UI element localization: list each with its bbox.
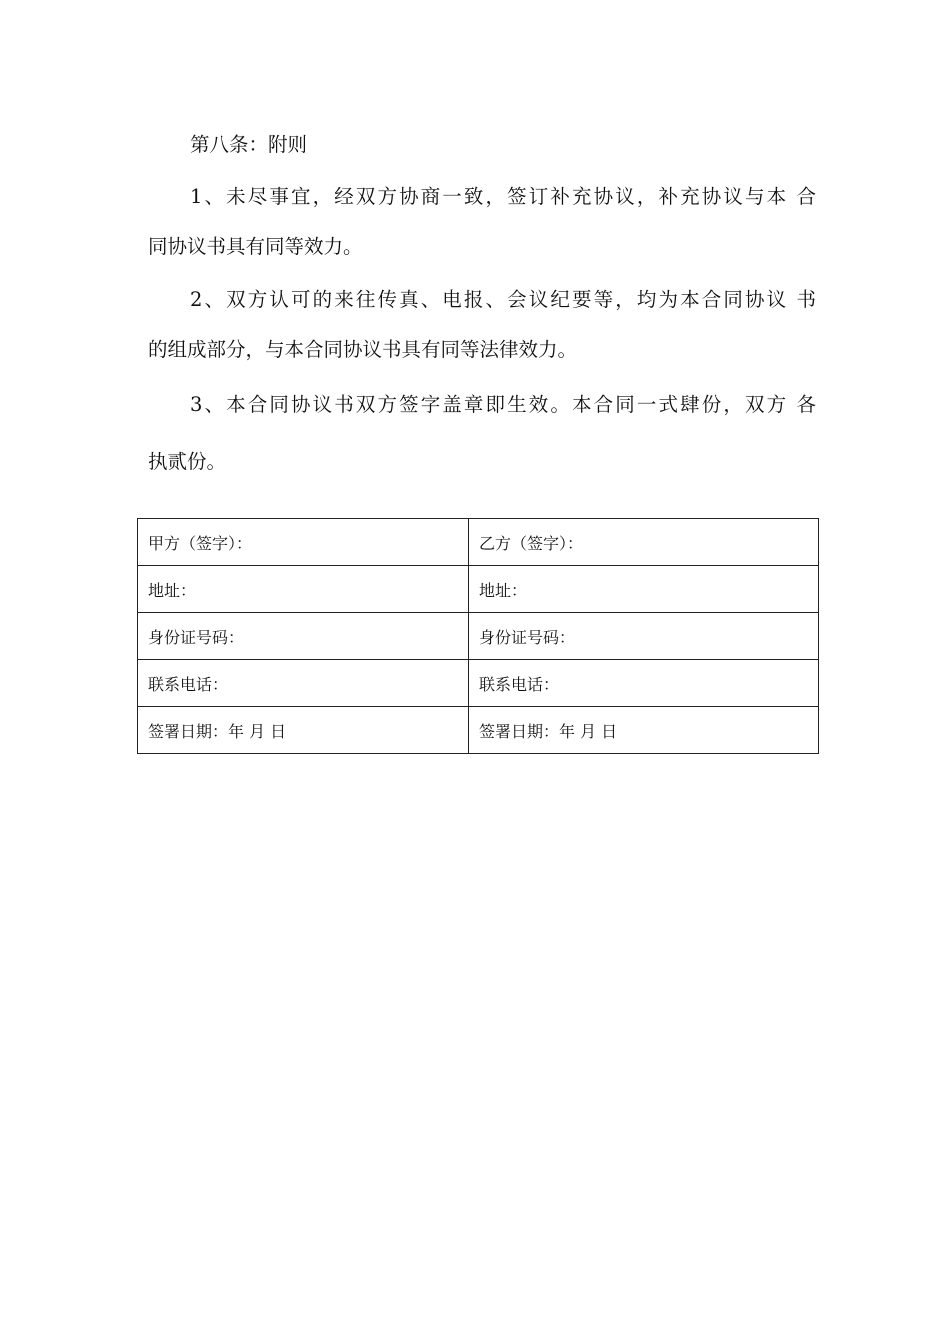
- party-b-phone-cell: 联系电话：: [469, 660, 819, 707]
- party-b-address-cell: 地址：: [469, 566, 819, 613]
- signature-table: [137, 518, 819, 754]
- section-heading: 第八条：附则: [190, 133, 308, 156]
- party-b-id-number-cell: 身份证号码：: [469, 613, 819, 660]
- party-a-signature-cell: 甲方（签字）：: [138, 519, 469, 566]
- clause-1-line-1: 1、未尽事宜，经双方协商一致，签订补充协议，补充协议与本 合: [190, 185, 816, 208]
- table-row: [138, 660, 819, 707]
- clause-2-line-2: 的组成部分，与本合同协议书具有同等法律效力。: [148, 338, 578, 361]
- table-row: [138, 566, 819, 613]
- table-row: [138, 707, 819, 754]
- party-b-date-cell: 签署日期：年 月 日: [469, 707, 819, 754]
- party-a-phone-cell: 联系电话：: [138, 660, 469, 707]
- clause-1-line-2: 同协议书具有同等效力。: [148, 235, 363, 258]
- party-a-id-number-cell: 身份证号码：: [138, 613, 469, 660]
- party-b-signature-cell: 乙方（签字）：: [469, 519, 819, 566]
- party-a-date-cell: 签署日期：年 月 日: [138, 707, 469, 754]
- clause-3-line-1: 3、本合同协议书双方签字盖章即生效。本合同一式肆份，双方 各: [190, 393, 816, 416]
- clause-3-line-2: 执贰份。: [148, 450, 227, 473]
- clause-2-line-1: 2、双方认可的来往传真、电报、会议纪要等，均为本合同协议 书: [190, 288, 816, 311]
- party-a-address-cell: 地址：: [138, 566, 469, 613]
- table-row: [138, 519, 819, 566]
- table-row: [138, 613, 819, 660]
